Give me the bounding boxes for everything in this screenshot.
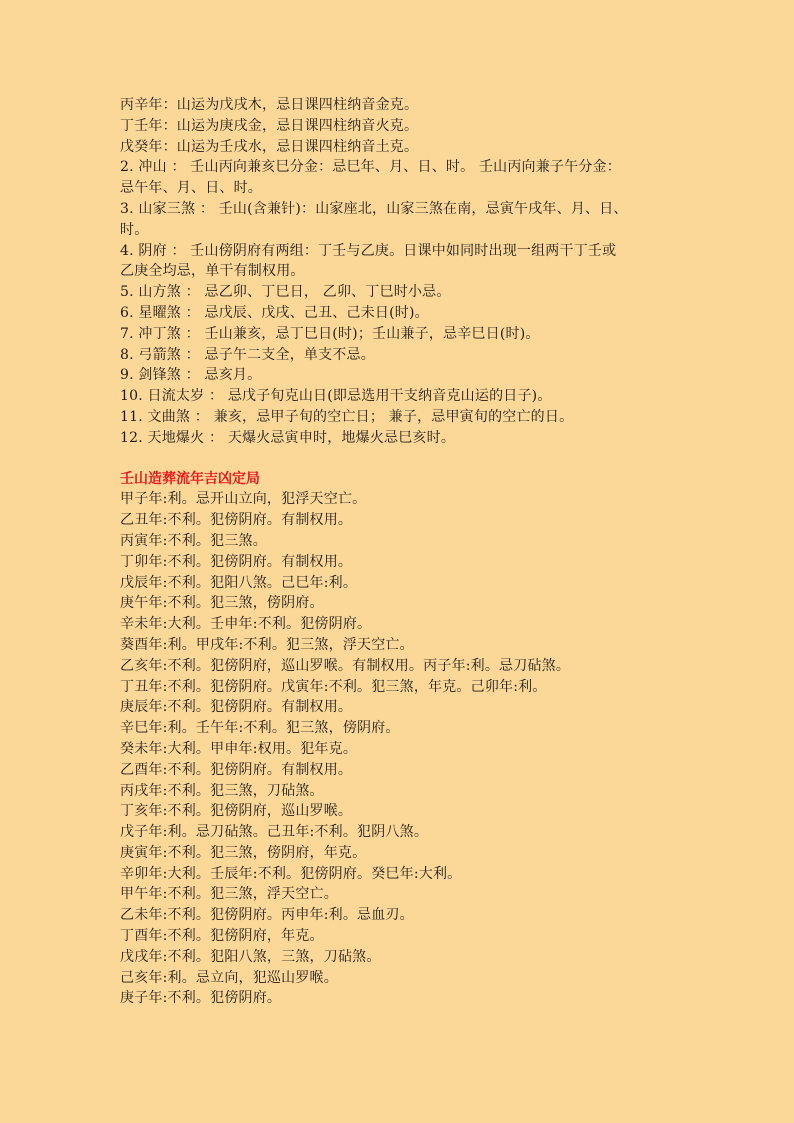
year-line: 丁丑年:不利。犯傍阴府。戊寅年:不利。犯三煞，年克。己卯年:利。 [120,678,547,695]
text-line: 9. 剑锋煞 ： 忌亥月。 [120,367,262,384]
year-line: 丁卯年:不利。犯傍阴府。有制权用。 [120,553,353,570]
text-line: 5. 山方煞 ： 忌乙卯、丁巳日， 乙卯、丁巳时小忌。 [120,284,451,301]
section-spacer [120,449,680,469]
year-line: 庚寅年:不利。犯三煞，傍阴府，年克。 [120,844,367,861]
year-line: 己亥年:利。忌立向，犯巡山罗喉。 [120,969,338,986]
year-line: 戊子年:利。忌刀砧煞。己丑年:不利。犯阴八煞。 [120,824,429,841]
year-line: 甲子年:利。忌开山立向，犯浮天空亡。 [120,491,367,508]
year-line: 葵酉年:利。甲戌年:不利。犯三煞，浮天空亡。 [120,636,414,653]
text-line: 6. 星曜煞 ： 忌戊辰、戊戌、己丑、己未日(时)。 [120,304,429,321]
year-line: 庚午年:不利。犯三煞，傍阴府。 [120,595,324,612]
year-line: 乙亥年:不利。犯傍阴府，巡山罗喉。有制权用。丙子年:利。忌刀砧煞。 [120,657,571,674]
year-line: 乙未年:不利。犯傍阴府。丙申年:利。忌血刃。 [120,907,414,924]
text-line: 11. 文曲煞 ： 兼亥，忌甲子旬的空亡日； 兼子，忌甲寅旬的空亡的日。 [120,408,574,425]
year-line: 辛巳年:利。壬午年:不利。犯三煞，傍阴府。 [120,720,400,737]
year-line: 庚子年:不利。犯傍阴府。 [120,990,282,1007]
year-line: 癸未年:大利。甲申年:权用。犯年克。 [120,740,358,757]
text-line: 8. 弓箭煞 ： 忌子午二支全，单支不忌。 [120,346,375,363]
text-line: 丁壬年：山运为庚戌金，忌日课四柱纳音火克。 [120,117,419,134]
year-line: 丙寅年:不利。犯三煞。 [120,532,267,549]
year-line: 戊戌年:不利。犯阳八煞，三煞，刀砧煞。 [120,948,381,965]
year-line: 甲午年:不利。犯三煞，浮天空亡。 [120,886,338,903]
text-line: 7. 冲丁煞 ： 壬山兼亥，忌丁巳日(时)；壬山兼子，忌辛巳日(时)。 [120,325,540,342]
shan-rules-section [120,95,680,449]
year-line: 乙酉年:不利。犯傍阴府。有制权用。 [120,761,353,778]
year-line: 辛未年:大利。壬申年:不利。犯傍阴府。 [120,616,372,633]
text-line: 3. 山家三煞 ： 壬山(含兼针)：山家座北，山家三煞在南，忌寅午戌年、月、日、 [120,200,628,217]
year-line: 丁亥年:不利。犯傍阴府，巡山罗喉。 [120,803,353,820]
text-line: 戊癸年：山运为壬戌水，忌日课四柱纳音土克。 [120,138,419,155]
year-line: 丙戌年:不利。犯三煞，刀砧煞。 [120,782,324,799]
text-line: 时。 [120,221,149,238]
document-body [120,95,680,1009]
text-line: 丙辛年：山运为戊戌木，忌日课四柱纳音金克。 [120,97,419,113]
text-line: 忌午年、月、日、时。 [120,180,262,197]
text-line: 12. 天地爆火 ： 天爆火忌寅申时，地爆火忌巳亥时。 [120,429,456,446]
year-line: 丁酉年:不利。犯傍阴府，年克。 [120,928,324,945]
text-line: 2. 冲山 ： 壬山丙向兼亥巳分金：忌巳年、月、日、时。 壬山丙向兼子午分金： [120,159,621,176]
year-line: 戊辰年:不利。犯阳八煞。己巳年:利。 [120,574,358,591]
year-line: 庚辰年:不利。犯傍阴府。有制权用。 [120,699,353,716]
text-line: 4. 阴府 ： 壬山傍阴府有两组：丁壬与乙庚。日课中如同时出现一组两干丁壬或 [120,242,617,259]
yearly-fortune-section [120,469,680,1010]
text-line: 乙庚全均忌，单干有制权用。 [120,263,305,280]
year-line: 乙丑年:不利。犯傍阴府。有制权用。 [120,512,353,529]
text-line: 10. 日流太岁 ： 忌戊子旬克山日(即忌选用干支纳音克山运的日子)。 [120,388,552,405]
section-heading: 壬山造葬流年吉凶定局 [120,470,260,487]
year-line: 辛卯年:大利。壬辰年:不利。犯傍阴府。癸巳年:大利。 [120,865,462,882]
